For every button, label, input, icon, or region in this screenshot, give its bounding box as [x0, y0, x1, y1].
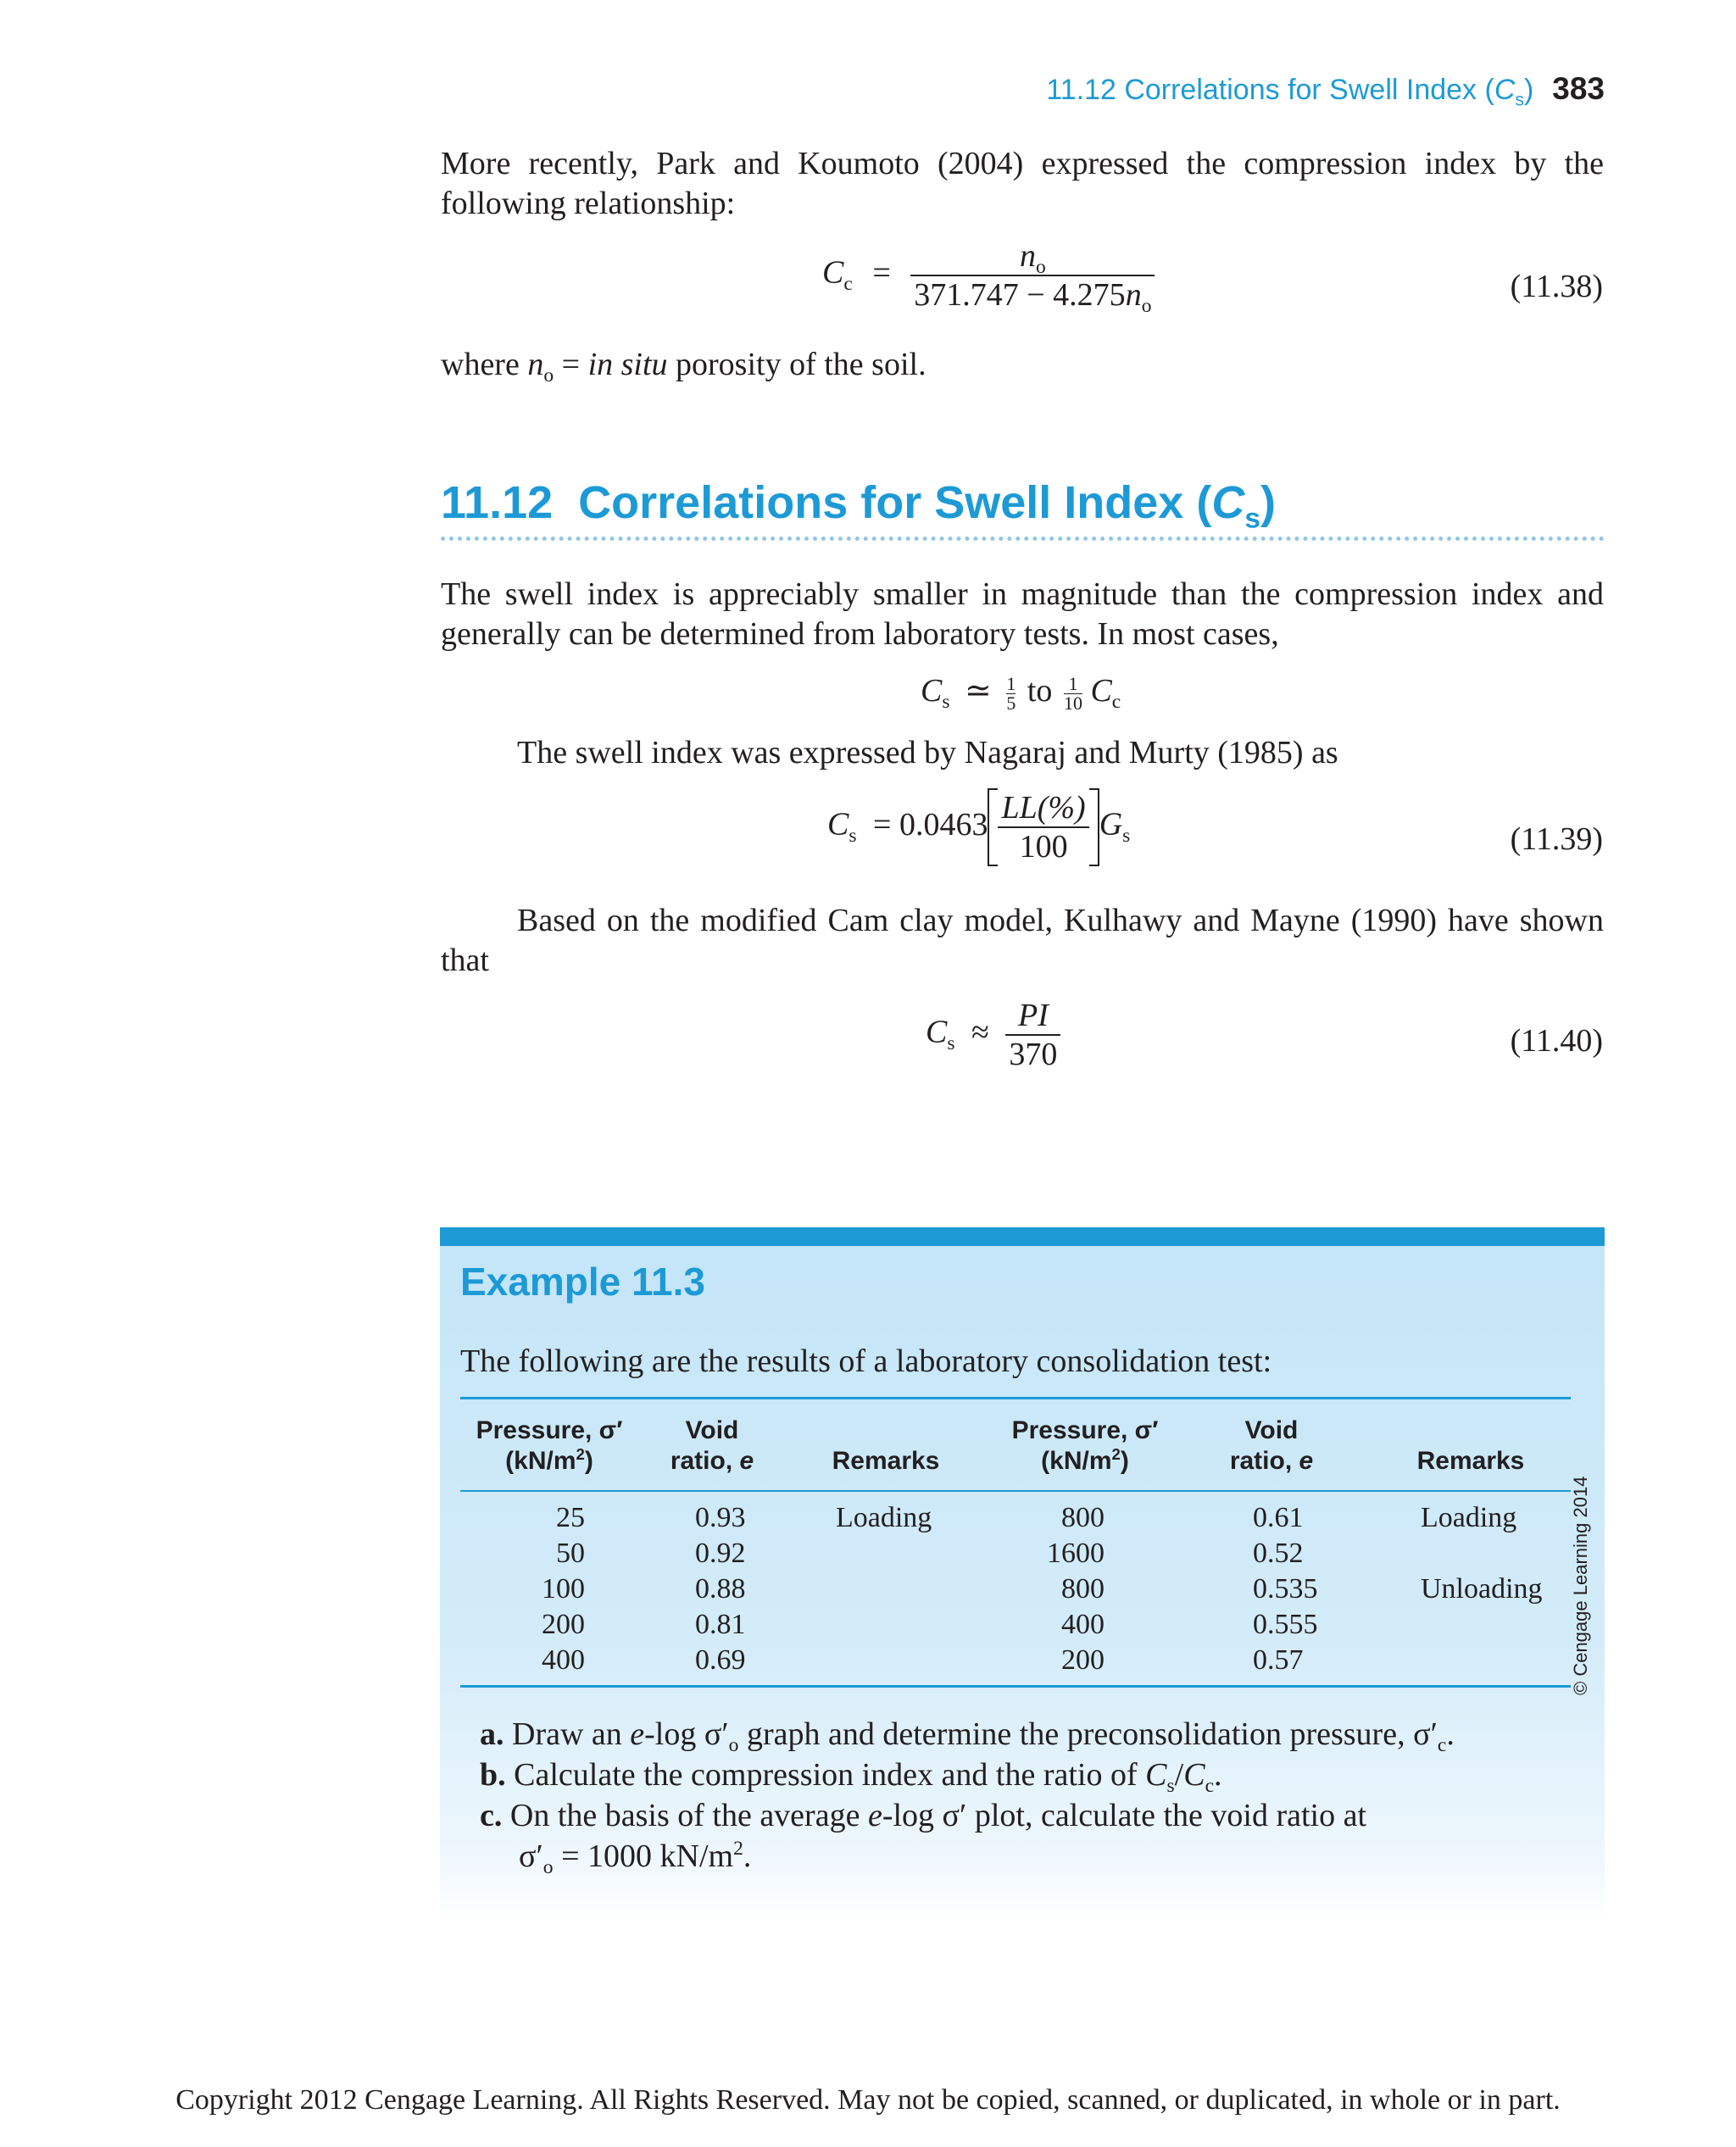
paragraph-nagaraj: The swell index was expressed by Nagaraj and Murty (1985) as	[517, 735, 1338, 770]
paragraph-swell-index: The swell index is appreciably smaller in magnitude than the compression index and generally can be determined from laboratory tests. In most cases,	[441, 576, 1604, 652]
table-bottom-rule	[460, 1685, 1571, 1688]
copyright-footer: Copyright 2012 Cengage Learning. All Rights Reserved. May not be copied, scanned, or duplicated, in whole or in part.	[175, 2084, 1561, 2116]
equation-number-11-38: (11.38)	[1510, 269, 1603, 304]
section-rule	[441, 537, 1605, 541]
table-top-rule	[460, 1397, 1571, 1399]
page-number: 383	[1552, 71, 1605, 106]
equation-fraction: $\frac{LL(\%)}{100}$	[998, 789, 1088, 865]
table-cell: 800	[1061, 1573, 1104, 1605]
header-pressure-right: Pressure, σ′ $(kN/m^2)$	[1011, 1416, 1159, 1475]
table-cell	[836, 1643, 971, 1678]
paragraph-intro: More recently, Park and Koumoto (2004) expressed the compression index by the following relationship:	[441, 146, 1604, 221]
table-cell	[836, 1571, 971, 1607]
table-cell: 800	[1061, 1502, 1104, 1533]
running-head	[0, 71, 1605, 110]
section-heading: 11.12 Correlations for Swell Index $(C_s)$	[441, 477, 1276, 535]
column-pressure-left	[465, 1500, 585, 1678]
table-cell: 50	[556, 1538, 585, 1569]
example-bar	[440, 1227, 1605, 1246]
paragraph-kulhawy: Based on the modified Cam clay model, Kulhawy and Mayne (1990) have shown that	[441, 903, 1604, 978]
table-cell: Loading	[836, 1502, 932, 1533]
task-a: a. Draw an e-log $\sigma'_o$ graph and determine the preconsolidation pressure, $\sigma'_c$.	[480, 1716, 1455, 1757]
where-clause: where $n_o$ = in situ porosity of the soil.	[441, 347, 926, 387]
column-remarks-left	[836, 1500, 971, 1678]
table-cell	[1421, 1536, 1565, 1571]
table-cell: 0.93	[695, 1502, 746, 1533]
equation-fraction: $\frac{PI}{370}$	[1005, 997, 1060, 1073]
table-cell: 0.555	[1253, 1609, 1318, 1640]
table-cell: 400	[542, 1644, 585, 1676]
equation-swell-ratio: $C_s$ ≃ $\frac{1}{5}$ to $\frac{1}{10}$ $C_c$	[921, 672, 1121, 714]
header-remarks-left: Remarks	[832, 1447, 940, 1475]
table-cell: 0.69	[695, 1644, 746, 1676]
table-cell	[836, 1607, 971, 1643]
table-header-rule	[460, 1490, 1571, 1492]
table-cell: 200	[1061, 1644, 1104, 1676]
column-void-right	[1253, 1500, 1355, 1678]
table-cell: 0.88	[695, 1573, 746, 1605]
header-pressure-left: Pressure, σ′ $(kN/m^2)$	[476, 1416, 623, 1475]
table-cell: 200	[542, 1609, 585, 1640]
equation-11-40: $C_s$ ≈ $\frac{PI}{370}$	[926, 997, 1060, 1073]
column-pressure-right	[1000, 1500, 1104, 1678]
image-credit: © Cengage Learning 2014	[1570, 1476, 1591, 1695]
table-cell	[836, 1536, 971, 1571]
table-cell: 100	[542, 1573, 585, 1605]
equation-number-11-39: (11.39)	[1510, 821, 1603, 857]
table-cell	[1421, 1607, 1565, 1643]
table-cell: Unloading	[1421, 1573, 1543, 1605]
table-cell: 0.52	[1253, 1538, 1304, 1569]
header-void-right: Void ratio, e	[1229, 1416, 1314, 1475]
equation-11-39: $C_s = 0.0463$ $\frac{LL(\%)}{100}$ $G_s$	[827, 790, 1131, 865]
table-cell: 400	[1061, 1609, 1104, 1640]
column-remarks-right	[1421, 1500, 1565, 1678]
header-remarks-right: Remarks	[1416, 1447, 1525, 1475]
table-cell: 25	[556, 1502, 585, 1533]
running-head-title: 11.12 Correlations for Swell Index $(C_s)$	[1046, 74, 1534, 110]
header-void-left: Void ratio, e	[670, 1416, 754, 1475]
equation-number-11-40: (11.40)	[1510, 1023, 1603, 1059]
table-cell: 0.57	[1253, 1644, 1304, 1676]
equation-11-38: $C_c$ = $\frac{n_o}{371.747 - 4.275n_o}$	[822, 237, 1155, 314]
table-cell: 0.61	[1253, 1502, 1304, 1533]
task-c: c. On the basis of the average e-log σ′ plot, calculate the void ratio at	[480, 1798, 1366, 1833]
table-cell: 0.535	[1253, 1573, 1318, 1605]
example-title: Example 11.3	[460, 1260, 705, 1304]
table-cell: 0.81	[695, 1609, 746, 1640]
task-c-line-2: $\sigma'_o = 1000$ $kN/m^2$.	[519, 1837, 752, 1879]
table-cell: 0.92	[695, 1538, 746, 1569]
equation-fraction: $\frac{n_o}{371.747 - 4.275n_o}$	[910, 237, 1155, 314]
table-cell	[1421, 1643, 1565, 1678]
task-b: b. Calculate the compression index and the ratio of $C_s/C_c$.	[480, 1757, 1222, 1798]
example-intro: The following are the results of a laboratory consolidation test:	[460, 1343, 1272, 1379]
table-cell: 1600	[1047, 1538, 1104, 1569]
table-cell: Loading	[1421, 1502, 1517, 1533]
column-void-left	[695, 1500, 797, 1678]
